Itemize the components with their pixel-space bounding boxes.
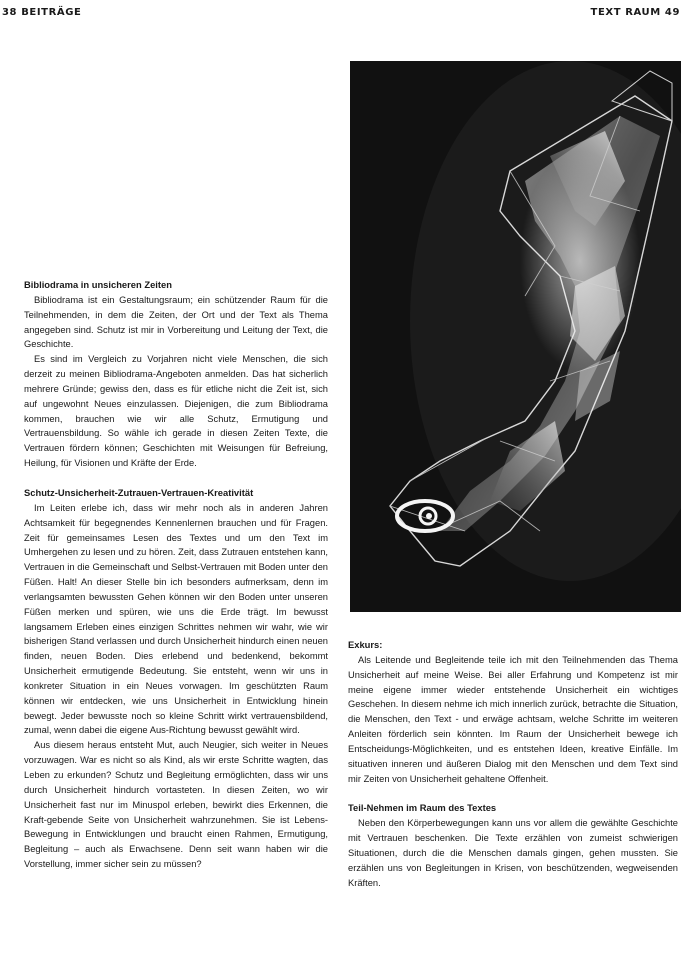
- paragraph: Bibliodrama ist ein Gestaltungsraum; ein schützender Raum für die Teilnehmenden, in dem die Zeiten, der Ort und der Text als Thema angegeben sind. Schutz ist mir in Vorbereitung und Leitung der Text, die Geschichte.: [24, 294, 328, 350]
- right-column: [348, 638, 678, 891]
- paragraph: Im Leiten erlebe ich, dass wir mehr noch als in anderen Jahren Achtsamkeit für begegnendes Kennenlernen brauchen und für Fragen. Zeit für gemeinsames Lesen des Textes und um den Text im Umhergehen zu lesen und zu hören. Zeit, dass Zutrauen entstehen kann, Vertrauen in die Gemeinschaft und Selbst-Vertrauen mit Boden unter den Füßen. Halt! An dieser Stelle bin ich besonders aufmerksam, denn im verlangsamten bewussten Gehen können wir den Boden unter unseren Füßen merken und spüren, wie uns die Erde trägt. Im bewusst langsamem Erleben eines einzigen Schrittes nehmen wir wahr, wie wir bisherigen Stand verlassen und durch Unsicherheit hindurch einen neuen finden, neuen Boden. Dies erlebend und bedenkend, bekommt Unsicherheit ermutigende Bedeutung. Sie entsteht, wenn wir uns in konkreter Situation in ein Neues vorwagen. Im geschützten Raum können wir entdecken, wie uns Unsicherheit in Entwicklung hinein bewegt. Jeder bewusste noch so kleine Schritt wirkt vertrauensbildend, zumal, wenn dabei die eigene Aus-Richtung bewusst gewählt wird.: [24, 502, 328, 736]
- running-head-right: TEXT RAUM 49: [590, 7, 680, 18]
- artwork-fish-graphic: [350, 61, 681, 612]
- section-heading-teil-nehmen: Teil-Nehmen im Raum des Textes: [348, 802, 497, 814]
- paragraph: Es sind im Vergleich zu Vorjahren nicht viele Menschen, die sich derzeit zu meinen Bibliodrama-Angeboten anmelden. Das hat sicherlich mehrere Gründe; gewiss den, dass es für etliche nicht die Zeit ist, sich auf ungewohnt Neues einzulassen. Diejenigen, die zum Bibliodrama kommen, brauchen wie wir alle Schutz, Ermutigung und Vertrauensbildung. So wähle ich gerade in diesen Zeiten Texte, die Vertrauen fördern können; Geschichten mit Weisungen für Befreiung, Heilung, für Visionen und Kräfte der Erde.: [24, 354, 328, 469]
- section-heading-exkurs: Exkurs:: [348, 639, 383, 650]
- paragraph: Neben den Körperbewegungen kann uns vor allem die gewählte Geschichte mit Vertrauen beschenken. Die Texte erzählen von zumeist schwierigen Situationen, durch die die Menschen damals gingen, gehen mussten. Sie erzählen uns von Begleitungen in Krisen, von beschützenden, wegweisenden Kräften.: [348, 818, 678, 888]
- artwork-fish-image: [350, 61, 681, 612]
- section-heading-bibliodrama: Bibliodrama in unsicheren Zeiten: [24, 279, 172, 290]
- paragraph: Als Leitende und Begleitende teile ich mit den Teilnehmenden das Thema Unsicherheit auf meine Weise. Bei aller Erfahrung und Kompetenz ist mir meine eigene immer wieder entstehende Unsicherheit ein wichtiges Geschehen. In diesem nehme ich mich innerlich zurück, betrachte die Situation, die Menschen, den Text - und erwäge achtsam, welche Schritte im weiteren Anleiten förderlich sein könnten. Im Raum der Unsicherheit bewege ich Entscheidungs-Möglichkeiten, und es entstehen Ideen, kreative Einfälle. Im situativen inneren und äußeren Dialog mit den Menschen und dem Text sind mir Zeiten von Unsicherheit gehaltene Offenheit.: [348, 654, 678, 784]
- left-column: [24, 278, 328, 872]
- section-heading-schutz: Schutz-Unsicherheit-Zutrauen-Vertrauen-Kreativität: [24, 486, 254, 498]
- running-head-left: 38 BEITRÄGE: [2, 7, 82, 18]
- paragraph: Aus diesem heraus entsteht Mut, auch Neugier, sich weiter in Neues vorzuwagen. War es nicht so als Kind, als wir erste Schritte wagten, das Leben zu erkunden? Schutz und Begleitung ermöglichten, dass wir uns durch Unsicherheit hindurch vortasteten. In diesen Zeiten, wo wir Unsicherheit fast nur im Minuspol erleben, bewirkt dies Erkennen, die Kraft-gebende Seite von Unsicherheit wahrzunehmen. Sie ist Lebens-Bewegung in Entwicklungen und braucht einen Rahmen, Ermutigung, Begleitung – auch als Erwachsene. Denn seit wann haben wir die Vorstellung, immer sicher sein zu müssen?: [24, 740, 328, 870]
